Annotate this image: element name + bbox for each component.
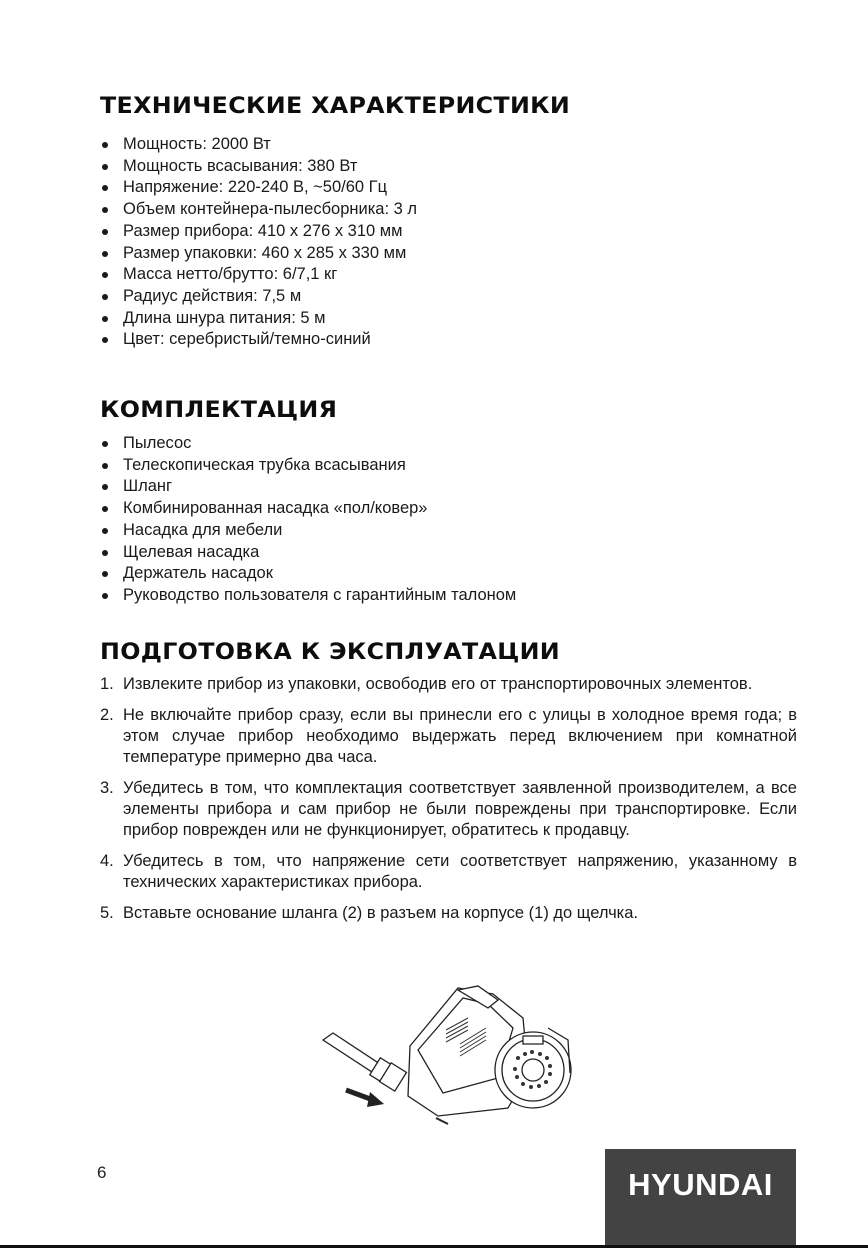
bullet-icon (102, 337, 108, 343)
list-item: Масса нетто/брутто: 6/7,1 кг (100, 264, 417, 286)
bullet-icon (102, 272, 108, 278)
list-item: Руководство пользователя с гарантийным талоном (100, 585, 516, 607)
list-item: Цвет: серебристый/темно-синий (100, 329, 417, 351)
specs-list (100, 134, 417, 351)
list-item: Держатель насадок (100, 563, 516, 585)
list-item: Размер прибора: 410 х 276 х 310 мм (100, 221, 417, 243)
list-item: Комбинированная насадка «пол/ковер» (100, 498, 516, 520)
brand-logo-box (605, 1149, 796, 1248)
list-item: Щелевая насадка (100, 542, 516, 564)
step-item: 3. Убедитесь в том, что комплектация соответствует заявленной производителем, а все элементы прибора и сам прибор не были повреждены при транспортировке. Если прибор поврежден или не функционирует, обратитесь к продавцу. (100, 779, 797, 839)
bullet-icon (102, 571, 108, 577)
kit-heading: КОМПЛЕКТАЦИЯ (100, 398, 338, 423)
bullet-icon (102, 550, 108, 556)
list-item: Объем контейнера-пылесборника: 3 л (100, 199, 417, 221)
bullet-icon (102, 484, 108, 490)
bullet-icon (102, 142, 108, 148)
bullet-icon (102, 463, 108, 469)
list-item: Шланг (100, 476, 516, 498)
bullet-icon (102, 316, 108, 322)
list-item: Мощность всасывания: 380 Вт (100, 156, 417, 178)
kit-list (100, 433, 516, 607)
list-item: Пылесос (100, 433, 516, 455)
list-item: Насадка для мебели (100, 520, 516, 542)
bullet-icon (102, 506, 108, 512)
bullet-icon (102, 251, 108, 257)
bullet-icon (102, 207, 108, 213)
bullet-icon (102, 164, 108, 170)
page-number: 6 (97, 1163, 107, 1182)
bullet-icon (102, 185, 108, 191)
list-item: Мощность: 2000 Вт (100, 134, 417, 156)
specs-heading: ТЕХНИЧЕСКИЕ ХАРАКТЕРИСТИКИ (100, 94, 571, 119)
bullet-icon (102, 528, 108, 534)
step-item: 4. Убедитесь в том, что напряжение сети соответствует напряжению, указанному в технических характеристиках прибора. (100, 852, 797, 891)
bullet-icon (102, 229, 108, 235)
vacuum-hose-illustration (318, 978, 583, 1128)
step-item: 5. Вставьте основание шланга (2) в разъем на корпусе (1) до щелчка. (100, 904, 639, 922)
list-item: Размер упаковки: 460 х 285 х 330 мм (100, 243, 417, 265)
brand-logo: HYUNDAI (628, 1167, 773, 1202)
list-item: Радиус действия: 7,5 м (100, 286, 417, 308)
list-item: Длина шнура питания: 5 м (100, 308, 417, 330)
step-item: 1. Извлеките прибор из упаковки, освободив его от транспортировочных элементов. (100, 675, 753, 693)
bullet-icon (102, 294, 108, 300)
list-item: Телескопическая трубка всасывания (100, 455, 516, 477)
bullet-icon (102, 593, 108, 599)
preparation-steps (100, 674, 797, 934)
bullet-icon (102, 441, 108, 447)
list-item: Напряжение: 220-240 В, ~50/60 Гц (100, 177, 417, 199)
vacuum-cleaner-icon (318, 978, 583, 1128)
preparation-heading: ПОДГОТОВКА К ЭКСПЛУАТАЦИИ (100, 640, 561, 665)
step-item: 2. Не включайте прибор сразу, если вы принесли его с улицы в холодное время года; в этом случае прибор необходимо выдержать перед включением при комнатной температуре примерно два часа. (100, 706, 797, 766)
